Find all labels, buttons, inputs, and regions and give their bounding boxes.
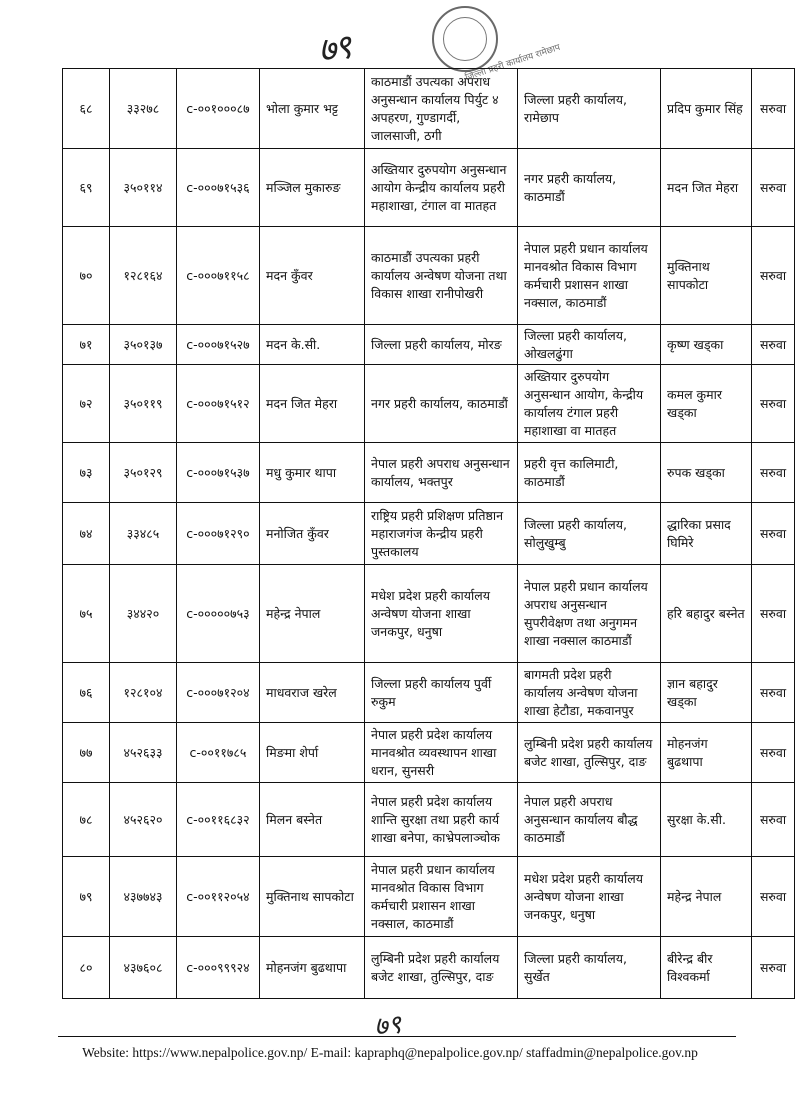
table-row: [63, 149, 795, 227]
table-row: [63, 227, 795, 325]
table-row: [63, 565, 795, 663]
table-row: [63, 325, 795, 365]
serial-number-cell: ७२: [63, 365, 110, 443]
table-row: [63, 857, 795, 937]
table-row: [63, 69, 795, 149]
office-stamp: जिल्ला प्रहरी कार्यालय रामेछाप: [464, 42, 562, 84]
serial-number-cell: ८०: [63, 937, 110, 999]
replacement-name-cell: कृष्ण खड्का: [661, 325, 752, 365]
personnel-id-cell: ३५०१३७: [110, 325, 177, 365]
current-office-cell: राष्ट्रिय प्रहरी प्रशिक्षण प्रतिष्ठान महाराजगंज केन्द्रीय प्रहरी पुस्तकालय: [365, 503, 518, 565]
code-cell: c-०००००७५३: [177, 565, 260, 663]
transfer-type-cell: सरुवा: [752, 503, 795, 565]
code-cell: c-०००७१२०४: [177, 663, 260, 723]
table-row: [63, 663, 795, 723]
name-cell: मिलन बस्नेत: [260, 783, 365, 857]
new-office-cell: नेपाल प्रहरी प्रधान कार्यालय मानवश्रोत विकास विभाग कर्मचारी प्रशासन शाखा नक्साल, काठमाडौं: [518, 227, 661, 325]
current-office-cell: नेपाल प्रहरी प्रधान कार्यालय मानवश्रोत विकास विभाग कर्मचारी प्रशासन शाखा नक्साल, काठमाडौं: [365, 857, 518, 937]
personnel-id-cell: ३५०११४: [110, 149, 177, 227]
serial-number-cell: ७३: [63, 443, 110, 503]
code-cell: c-००११७८५: [177, 723, 260, 783]
new-office-cell: मधेश प्रदेश प्रहरी कार्यालय अन्वेषण योजना शाखा जनकपुर, धनुषा: [518, 857, 661, 937]
new-office-cell: प्रहरी वृत्त कालिमाटी, काठमाडौं: [518, 443, 661, 503]
footer-divider: [58, 1036, 736, 1037]
current-office-cell: मधेश प्रदेश प्रहरी कार्यालय अन्वेषण योजना शाखा जनकपुर, धनुषा: [365, 565, 518, 663]
transfer-type-cell: सरुवा: [752, 857, 795, 937]
code-cell: c-०००७१५२७: [177, 325, 260, 365]
transfer-type-cell: सरुवा: [752, 149, 795, 227]
current-office-cell: काठमाडौं उपत्यका अपराध अनुसन्धान कार्यालय पिर्युट ४ अपहरण, गुण्डागर्दी, जालसाजी, ठगी: [365, 69, 518, 149]
transfer-type-cell: सरुवा: [752, 783, 795, 857]
serial-number-cell: ७६: [63, 663, 110, 723]
personnel-id-cell: ३३२७८: [110, 69, 177, 149]
code-cell: c-०००७१२९०: [177, 503, 260, 565]
code-cell: c-०००७१५३६: [177, 149, 260, 227]
replacement-name-cell: मदन जित मेहरा: [661, 149, 752, 227]
new-office-cell: अख्तियार दुरुपयोग अनुसन्धान आयोग, केन्द्रीय कार्यालय टंगाल प्रहरी महाशाखा वा मातहत: [518, 365, 661, 443]
current-office-cell: जिल्ला प्रहरी कार्यालय, मोरङ: [365, 325, 518, 365]
replacement-name-cell: रुपक खड्का: [661, 443, 752, 503]
serial-number-cell: ७१: [63, 325, 110, 365]
transfer-type-cell: सरुवा: [752, 723, 795, 783]
current-office-cell: नेपाल प्रहरी अपराध अनुसन्धान कार्यालय, भक्तपुर: [365, 443, 518, 503]
replacement-name-cell: सुरक्षा के.सी.: [661, 783, 752, 857]
transfer-type-cell: सरुवा: [752, 663, 795, 723]
serial-number-cell: ७९: [63, 857, 110, 937]
transfer-type-cell: सरुवा: [752, 325, 795, 365]
name-cell: मोहनजंग बुढथापा: [260, 937, 365, 999]
table-row: [63, 503, 795, 565]
current-office-cell: काठमाडौं उपत्यका प्रहरी कार्यालय अन्वेषण योजना तथा विकास शाखा रानीपोखरी: [365, 227, 518, 325]
serial-number-cell: ६९: [63, 149, 110, 227]
transfer-type-cell: सरुवा: [752, 565, 795, 663]
personnel-id-cell: ४३७७४३: [110, 857, 177, 937]
replacement-name-cell: हरि बहादुर बस्नेत: [661, 565, 752, 663]
new-office-cell: जिल्ला प्रहरी कार्यालय, सुर्खेत: [518, 937, 661, 999]
personnel-id-cell: ३५०११९: [110, 365, 177, 443]
name-cell: महेन्द्र नेपाल: [260, 565, 365, 663]
official-seal: [432, 6, 498, 72]
replacement-name-cell: प्रदिप कुमार सिंह: [661, 69, 752, 149]
current-office-cell: लुम्बिनी प्रदेश प्रहरी कार्यालय बजेट शाखा, तुल्सिपुर, दाङ: [365, 937, 518, 999]
table-row: [63, 783, 795, 857]
current-office-cell: नेपाल प्रहरी प्रदेश कार्यालय शान्ति सुरक्षा तथा प्रहरी कार्य शाखा बनेपा, काभ्रेपलाञ्चोक: [365, 783, 518, 857]
code-cell: c-०००७११५८: [177, 227, 260, 325]
new-office-cell: नेपाल प्रहरी अपराध अनुसन्धान कार्यालय बौद्ध काठमाडौं: [518, 783, 661, 857]
name-cell: मञ्जिल मुकारुङ: [260, 149, 365, 227]
name-cell: भोला कुमार भट्ट: [260, 69, 365, 149]
serial-number-cell: ६८: [63, 69, 110, 149]
table-row: [63, 365, 795, 443]
code-cell: c-०००७१५१२: [177, 365, 260, 443]
replacement-name-cell: कमल कुमार खड्का: [661, 365, 752, 443]
current-office-cell: अख्तियार दुरुपयोग अनुसन्धान आयोग केन्द्रीय कार्यालय प्रहरी महाशाखा, टंगाल वा मातहत: [365, 149, 518, 227]
new-office-cell: बागमती प्रदेश प्रहरी कार्यालय अन्वेषण योजना शाखा हेटौडा, मकवानपुर: [518, 663, 661, 723]
code-cell: c-०००९९९२४: [177, 937, 260, 999]
replacement-name-cell: महेन्द्र नेपाल: [661, 857, 752, 937]
code-cell: c-०००७१५३७: [177, 443, 260, 503]
replacement-name-cell: द्धारिका प्रसाद घिमिरे: [661, 503, 752, 565]
transfer-type-cell: सरुवा: [752, 443, 795, 503]
current-office-cell: नेपाल प्रहरी प्रदेश कार्यालय मानवश्रोत व्यवस्थापन शाखा धरान, सुनसरी: [365, 723, 518, 783]
transfer-type-cell: सरुवा: [752, 365, 795, 443]
personnel-id-cell: ४५२६२०: [110, 783, 177, 857]
new-office-cell: नेपाल प्रहरी प्रधान कार्यालय अपराध अनुसन्धान सुपरीवेक्षण तथा अनुगमन शाखा नक्साल काठमाडौं: [518, 565, 661, 663]
name-cell: माधवराज खरेल: [260, 663, 365, 723]
personnel-id-cell: ३४४२०: [110, 565, 177, 663]
name-cell: मदन जित मेहरा: [260, 365, 365, 443]
personnel-id-cell: ४३७६०८: [110, 937, 177, 999]
personnel-id-cell: १२८१०४: [110, 663, 177, 723]
table-row: [63, 723, 795, 783]
personnel-id-cell: १२८१६४: [110, 227, 177, 325]
personnel-id-cell: ४५२६३३: [110, 723, 177, 783]
transfer-table-body: [63, 69, 795, 999]
personnel-id-cell: ३५०१२९: [110, 443, 177, 503]
code-cell: c-००११२०५४: [177, 857, 260, 937]
name-cell: मुक्तिनाथ सापकोटा: [260, 857, 365, 937]
name-cell: मनोजित कुँवर: [260, 503, 365, 565]
serial-number-cell: ७५: [63, 565, 110, 663]
transfer-type-cell: सरुवा: [752, 937, 795, 999]
serial-number-cell: ७०: [63, 227, 110, 325]
code-cell: c-००११६८३२: [177, 783, 260, 857]
replacement-name-cell: बीरेन्द्र बीर विश्वकर्मा: [661, 937, 752, 999]
handwritten-signature: ७९: [372, 1009, 403, 1043]
name-cell: मदन के.सी.: [260, 325, 365, 365]
serial-number-cell: ७८: [63, 783, 110, 857]
replacement-name-cell: मोहनजंग बुढथापा: [661, 723, 752, 783]
new-office-cell: लुम्बिनी प्रदेश प्रहरी कार्यालय बजेट शाखा, तुल्सिपुर, दाङ: [518, 723, 661, 783]
replacement-name-cell: ज्ञान बहादुर खड्का: [661, 663, 752, 723]
name-cell: मधु कुमार थापा: [260, 443, 365, 503]
personnel-id-cell: ३३४८५: [110, 503, 177, 565]
name-cell: मिङमा शेर्पा: [260, 723, 365, 783]
new-office-cell: जिल्ला प्रहरी कार्यालय, रामेछाप: [518, 69, 661, 149]
new-office-cell: नगर प्रहरी कार्यालय, काठमाडौं: [518, 149, 661, 227]
current-office-cell: जिल्ला प्रहरी कार्यालय पुर्वी रुकुम: [365, 663, 518, 723]
serial-number-cell: ७४: [63, 503, 110, 565]
transfer-type-cell: सरुवा: [752, 227, 795, 325]
current-office-cell: नगर प्रहरी कार्यालय, काठमाडौं: [365, 365, 518, 443]
replacement-name-cell: मुक्तिनाथ सापकोटा: [661, 227, 752, 325]
name-cell: मदन कुँवर: [260, 227, 365, 325]
table-row: [63, 937, 795, 999]
new-office-cell: जिल्ला प्रहरी कार्यालय, सोलुखुम्बु: [518, 503, 661, 565]
new-office-cell: जिल्ला प्रहरी कार्यालय, ओखलढुंगा: [518, 325, 661, 365]
code-cell: c-००१०००८७: [177, 69, 260, 149]
transfer-type-cell: सरुवा: [752, 69, 795, 149]
transfer-table: [62, 68, 795, 999]
footer-contact: Website: https://www.nepalpolice.gov.np/ E-mail: kapraphq@nepalpolice.gov.np/ staffadmin@nepalpolice.gov.np: [82, 1045, 698, 1060]
table-row: [63, 443, 795, 503]
handwritten-page-number: ७९: [315, 26, 353, 71]
serial-number-cell: ७७: [63, 723, 110, 783]
